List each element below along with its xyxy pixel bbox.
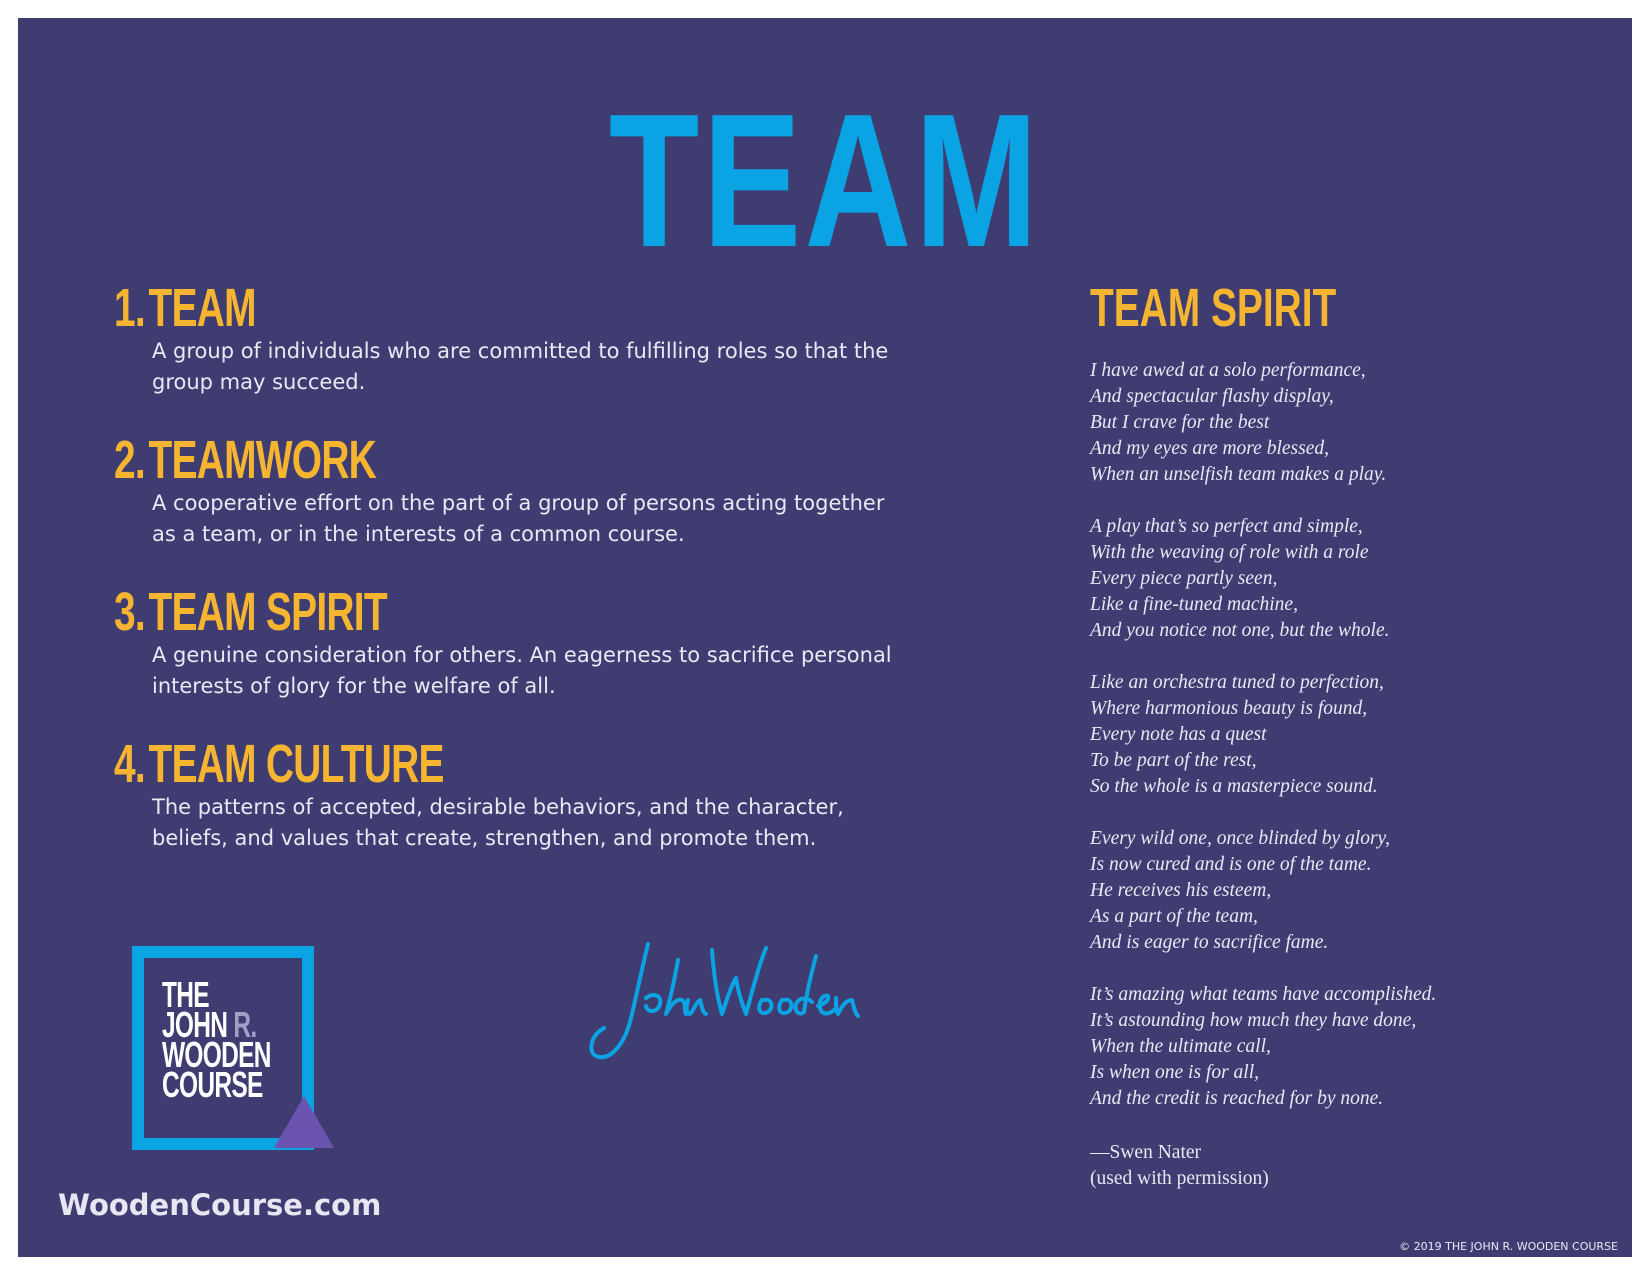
poem-stanza — [1090, 826, 1610, 956]
logo-line: WOODEN — [162, 1034, 271, 1075]
poem-line: And my eyes are more blessed, — [1090, 438, 1329, 459]
definition-text: The patterns of accepted, desirable behaviors, and the character, beliefs, and values that create, strengthen, and promote them. — [152, 795, 844, 850]
poem-line: I have awed at a solo performance, — [1090, 360, 1366, 381]
definition-item — [114, 736, 934, 854]
poem-line: To be part of the rest, — [1090, 750, 1257, 771]
poem-stanza — [1090, 358, 1610, 488]
poem-line: And the credit is reached for by none. — [1090, 1088, 1384, 1109]
poem-line: As a part of the team, — [1090, 906, 1258, 927]
poem-stanza — [1090, 514, 1610, 644]
poem-line: He receives his esteem, — [1090, 880, 1272, 901]
definition-number: 4. — [114, 734, 145, 794]
triangle-icon — [274, 1096, 334, 1148]
poem-line: When the ultimate call, — [1090, 1036, 1271, 1057]
poem-title: TEAM SPIRIT — [1090, 278, 1337, 338]
wooden-course-logo — [132, 946, 314, 1150]
poem-line: Is now cured and is one of the tame. — [1090, 854, 1372, 875]
website-url: WoodenCourse.com — [58, 1188, 382, 1222]
definition-term: TEAM CULTURE — [148, 734, 444, 794]
poem-line: Like an orchestra tuned to perfection, — [1090, 672, 1384, 693]
poem-permission: (used with permission) — [1090, 1168, 1269, 1189]
poem-line: Is when one is for all, — [1090, 1062, 1259, 1083]
poem-line: With the weaving of role with a role — [1090, 542, 1369, 563]
definition-text: A genuine consideration for others. An eagerness to sacrifice personal interests of glory for the welfare of all. — [152, 643, 892, 698]
definition-number: 1. — [114, 278, 145, 338]
definition-item — [114, 432, 934, 550]
poem-line: Every wild one, once blinded by glory, — [1090, 828, 1391, 849]
definition-heading — [114, 432, 704, 488]
poem-line: A play that’s so perfect and simple, — [1090, 516, 1363, 537]
definition-number: 2. — [114, 430, 145, 490]
poem-line: It’s astounding how much they have done, — [1090, 1010, 1417, 1031]
poem-line: And spectacular flashy display, — [1090, 386, 1334, 407]
poem-stanza — [1090, 982, 1610, 1112]
poem-line: It’s amazing what teams have accomplished. — [1090, 984, 1437, 1005]
logo-line: JOHN R. — [162, 1004, 257, 1045]
poem-line: Every note has a quest — [1090, 724, 1267, 745]
copyright-notice: © 2019 THE JOHN R. WOODEN COURSE — [1399, 1240, 1618, 1253]
poem-line: Every piece partly seen, — [1090, 568, 1278, 589]
poem-author: —Swen Nater — [1090, 1142, 1202, 1163]
definition-term: TEAMWORK — [148, 430, 377, 490]
page-title: TEAM — [608, 75, 1042, 287]
poem-line: Like a fine-tuned machine, — [1090, 594, 1298, 615]
poster-panel — [18, 18, 1632, 1257]
poem-line: And is eager to sacrifice fame. — [1090, 932, 1329, 953]
definition-number: 3. — [114, 582, 145, 642]
definition-item — [114, 280, 934, 398]
poem-body — [1090, 358, 1610, 1138]
poem-stanza — [1090, 670, 1610, 800]
definition-term: TEAM SPIRIT — [148, 582, 387, 642]
poem-line: Where harmonious beauty is found, — [1090, 698, 1368, 719]
logo-text — [162, 974, 271, 1105]
definition-item — [114, 584, 934, 702]
logo-line: THE — [162, 974, 209, 1015]
definition-term: TEAM — [148, 278, 256, 338]
definition-heading — [114, 280, 704, 336]
definition-heading — [114, 736, 704, 792]
definition-heading — [114, 584, 704, 640]
poem-line: And you notice not one, but the whole. — [1090, 620, 1390, 641]
john-wooden-signature — [586, 938, 896, 1078]
definitions-list — [114, 280, 934, 888]
poem-line: When an unselfish team makes a play. — [1090, 464, 1387, 485]
logo-line: COURSE — [162, 1064, 263, 1105]
poem-line: But I crave for the best — [1090, 412, 1270, 433]
definition-text: A group of individuals who are committed to fulfilling roles so that the group may succeed. — [152, 339, 889, 394]
definition-text: A cooperative effort on the part of a group of persons acting together as a team, or in the interests of a common course. — [152, 491, 885, 546]
poem-credit — [1090, 1140, 1269, 1192]
poem-line: So the whole is a masterpiece sound. — [1090, 776, 1378, 797]
